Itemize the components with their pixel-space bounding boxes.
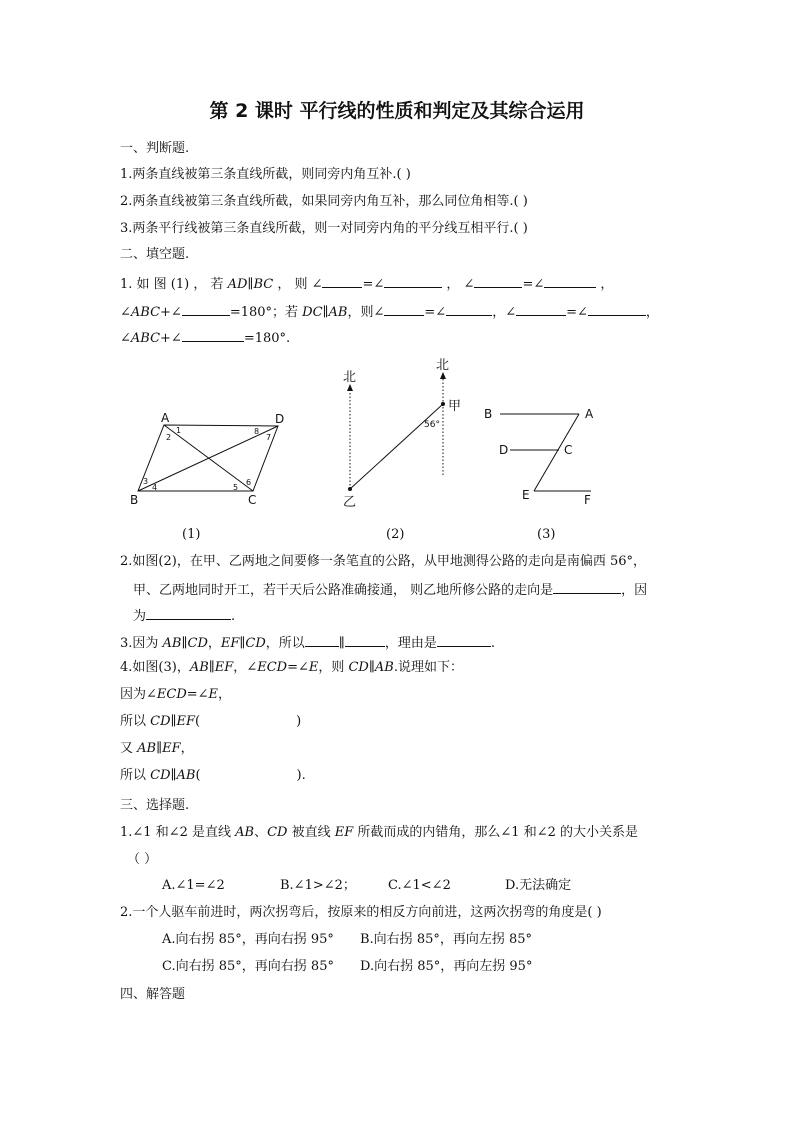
- figure-3-z-shape: [480, 400, 610, 512]
- answer-blank[interactable]: [182, 302, 230, 316]
- line-name: CD: [267, 825, 288, 840]
- angle-label-56: 56°: [424, 420, 440, 430]
- judgement-q2: 2.两条直线被第三条直线所截，如果同旁内角互补，那么同位角相等.( ): [120, 194, 528, 209]
- fill-q2-line1: 2.如图(2)，在甲、乙两地之间要修一条笔直的公路，从甲地测得公路的走向是南偏西 56°，: [120, 554, 646, 569]
- angle-label-4: 4: [152, 483, 158, 492]
- text: 1.∠1 和∠2 是直线: [120, 825, 236, 840]
- choice-q2-option-d[interactable]: D.向右拐 85°，再向左拐 95°: [360, 959, 533, 974]
- figure-1-parallelogram: [120, 400, 290, 515]
- text: ，所以: [265, 636, 305, 651]
- answer-blank[interactable]: [182, 328, 244, 342]
- fill-q4-line5: [120, 767, 306, 785]
- text: 4.如图(3)，: [120, 660, 190, 675]
- text: 3.因为: [120, 636, 163, 651]
- choice-q1-option-d[interactable]: D.无法确定: [505, 878, 572, 893]
- fill-q1-line3: [120, 328, 290, 348]
- answer-blank[interactable]: [446, 302, 492, 316]
- fill-q4-line3: [120, 713, 301, 731]
- choice-q1-line1: [120, 824, 638, 842]
- point-label-d: D: [499, 443, 509, 457]
- condition: DC∥AB: [302, 305, 348, 320]
- angle-expr: ∠ABC+∠: [120, 305, 182, 320]
- text: 1. 如 图 (1) ， 若: [120, 277, 228, 292]
- text: 所截而成的内错角，那么∠1 和∠2 的大小关系是: [353, 825, 638, 840]
- text: .: [231, 609, 236, 624]
- north-label-1: 北: [343, 370, 357, 385]
- text: =∠: [424, 305, 447, 320]
- point-label-b: B: [484, 407, 493, 421]
- conclusion: CD∥EF: [150, 714, 196, 729]
- figure-caption-2: (2): [386, 527, 405, 542]
- answer-blank[interactable]: [305, 633, 339, 647]
- fill-q3: [120, 633, 495, 653]
- angle-label-3: 3: [143, 477, 149, 486]
- text: ，因: [621, 583, 648, 598]
- text: (: [195, 714, 201, 729]
- answer-blank[interactable]: [437, 633, 491, 647]
- text: ).: [296, 768, 306, 783]
- text: ，: [596, 277, 614, 292]
- point-label-a: A: [585, 407, 594, 421]
- text: ， ∠: [442, 277, 475, 292]
- text: ，则: [318, 660, 349, 675]
- text: 所以: [120, 714, 151, 729]
- choice-q2: 2.一个人驱车前进时，两次拐弯后，按原来的相反方向前进，这两次拐弯的角度是( ): [120, 905, 602, 920]
- point-label-c: C: [564, 443, 573, 457]
- judgement-q3: 3.两条平行线被第三条直线所截，则一对同旁内角的平分线互相平行.( ): [120, 221, 528, 236]
- text: 甲、乙两地同时开工，若干天后公路准确接通， 则乙地所修公路的走向是: [133, 583, 554, 598]
- text: (: [195, 768, 201, 783]
- choice-q1-option-a[interactable]: A.∠1=∠2: [162, 878, 225, 893]
- text: 、: [254, 825, 268, 840]
- answer-blank[interactable]: [345, 633, 385, 647]
- condition: AB∥CD: [162, 636, 208, 651]
- line-name: AB: [235, 825, 255, 840]
- text: =180°.: [243, 331, 291, 346]
- north-arrow-yi: [347, 384, 353, 391]
- angle-label-2: 2: [166, 433, 172, 442]
- answer-blank[interactable]: [474, 274, 522, 288]
- text: 因为: [120, 687, 147, 702]
- angle-label-6: 6: [246, 478, 252, 487]
- point-label-f: F: [584, 493, 591, 507]
- answer-blank[interactable]: [588, 302, 646, 316]
- text: =180°；若: [229, 305, 303, 320]
- conclusion: CD∥AB: [348, 660, 394, 675]
- choice-q1-option-b[interactable]: B.∠1>∠2；: [280, 878, 356, 893]
- angle-label-7: 7: [266, 433, 272, 442]
- point-label-e: E: [522, 488, 530, 502]
- fill-q1-line1: [120, 274, 613, 294]
- fill-q4-line2: [120, 686, 231, 704]
- text: ): [296, 714, 302, 729]
- text: .说理如下：: [393, 660, 463, 675]
- point-label-yi: 乙: [343, 495, 357, 510]
- angle-label-5: 5: [233, 483, 239, 492]
- answer-blank[interactable]: [553, 580, 621, 594]
- section-heading-solve: 四、解答题: [120, 987, 186, 1002]
- text: 被直线: [287, 825, 335, 840]
- text: 为: [133, 609, 147, 624]
- text: ，: [233, 660, 247, 675]
- text: 又: [120, 741, 138, 756]
- text: ，∠: [492, 305, 517, 320]
- choice-q2-option-c[interactable]: C.向右拐 85°，再向右拐 85°: [162, 959, 334, 974]
- point-jia: [441, 402, 445, 406]
- page-title: 第 2 课时 平行线的性质和判定及其综合运用: [209, 100, 585, 122]
- text: =∠: [566, 305, 588, 320]
- choice-q1-option-c[interactable]: C.∠1<∠2: [388, 878, 451, 893]
- condition: ∠ECD=∠E: [146, 687, 219, 702]
- text: ，: [180, 741, 194, 756]
- point-label-jia: 甲: [448, 399, 462, 414]
- answer-blank[interactable]: [384, 302, 424, 316]
- condition: EF∥CD: [220, 636, 266, 651]
- choice-q2-option-b[interactable]: B.向右拐 85°，再向左拐 85°: [360, 932, 533, 947]
- text: ，: [218, 687, 232, 702]
- text: =∠: [362, 277, 385, 292]
- fill-q2-line3: [133, 606, 235, 626]
- angle-label-1: 1: [176, 426, 182, 435]
- section-heading-choice: 三、选择题.: [120, 798, 190, 813]
- answer-blank[interactable]: [544, 274, 596, 288]
- text: ， 则 ∠: [273, 277, 323, 292]
- condition: AB∥EF: [137, 741, 181, 756]
- fill-q4-line1: [120, 659, 463, 677]
- vertex-label-d: D: [275, 412, 285, 426]
- angle-label-8: 8: [254, 427, 260, 436]
- choice-q1-line2: （ ）: [127, 852, 158, 867]
- text: 所以: [120, 768, 151, 783]
- answer-blank[interactable]: [516, 302, 566, 316]
- text: ∥: [338, 636, 345, 651]
- text: .: [490, 636, 495, 651]
- answer-blank[interactable]: [146, 606, 231, 620]
- condition: AB∥EF: [189, 660, 234, 675]
- text: =∠: [522, 277, 545, 292]
- section-heading-fill: 二、填空题.: [120, 247, 190, 262]
- fill-q4-line4: [120, 740, 194, 758]
- text: ，则∠: [347, 305, 385, 320]
- fill-q1-line2: [120, 302, 659, 322]
- condition: ∠ECD=∠E: [246, 660, 319, 675]
- angle-expr: ∠ABC+∠: [120, 331, 182, 346]
- fill-q2-line2: [133, 580, 647, 600]
- figure-2-bearing: [330, 355, 470, 520]
- road-line: [350, 404, 443, 489]
- condition: AD∥BC: [227, 277, 274, 292]
- vertex-label-b: B: [130, 493, 139, 507]
- text: ，: [645, 305, 659, 320]
- point-yi: [348, 487, 352, 491]
- figure-caption-3: (3): [537, 527, 556, 542]
- north-label-2: 北: [436, 358, 450, 373]
- vertex-label-c: C: [248, 493, 257, 507]
- text: ，理由是: [384, 636, 437, 651]
- vertex-label-a: A: [161, 411, 170, 425]
- north-arrow-jia: [440, 372, 446, 379]
- judgement-q1: 1.两条直线被第三条直线所截，则同旁内角互补.( ): [120, 167, 411, 182]
- answer-blank[interactable]: [322, 274, 362, 288]
- figure-caption-1: (1): [182, 527, 201, 542]
- section-heading-judgement: 一、判断题.: [120, 141, 190, 156]
- text: ，: [207, 636, 221, 651]
- conclusion: CD∥AB: [150, 768, 196, 783]
- answer-blank[interactable]: [384, 274, 442, 288]
- line-name: EF: [334, 825, 354, 840]
- choice-q2-option-a[interactable]: A.向右拐 85°，再向右拐 95°: [162, 932, 334, 947]
